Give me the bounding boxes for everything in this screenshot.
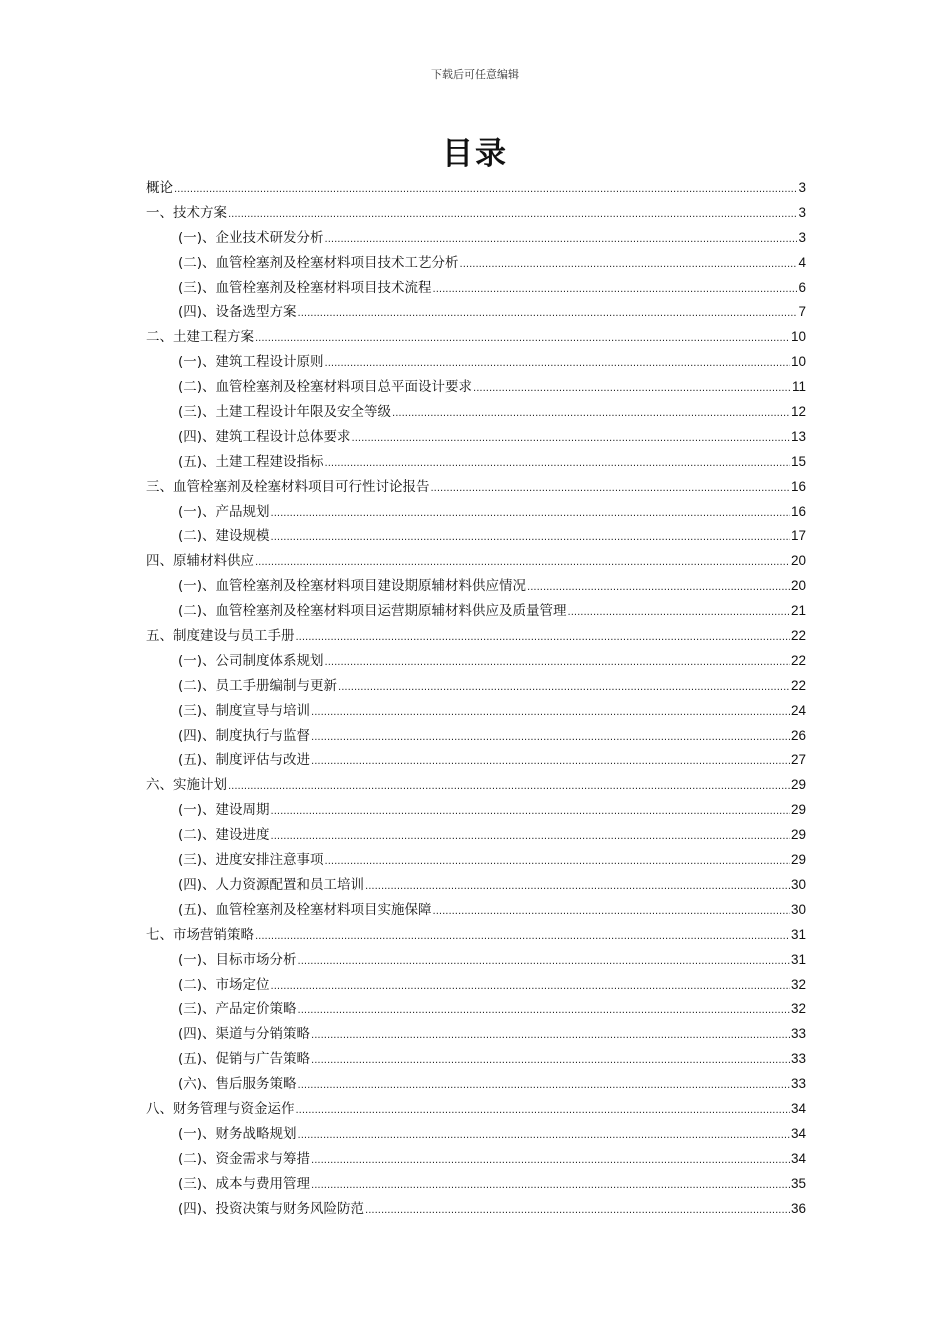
- toc-entry-page-number: 22: [790, 628, 806, 644]
- toc-entry[interactable]: [146, 1197, 806, 1222]
- toc-dot-leader: [311, 728, 790, 744]
- toc-entry-page-number: 10: [790, 354, 806, 370]
- toc-entry[interactable]: [146, 549, 806, 574]
- toc-entry-page-number: 35: [790, 1175, 806, 1191]
- toc-entry-page-number: 3: [798, 229, 806, 245]
- toc-entry-page-number: 22: [790, 652, 806, 668]
- toc-entry-label: (四)、人力资源配置和员工培训: [178, 876, 365, 893]
- toc-entry-page-number: 4: [798, 254, 806, 270]
- toc-entry-page-number: 31: [790, 951, 806, 967]
- toc-dot-leader: [365, 877, 790, 893]
- toc-entry[interactable]: [146, 450, 806, 475]
- toc-entry-label: 三、血管栓塞剂及栓塞材料项目可行性讨论报告: [146, 478, 430, 495]
- toc-dot-leader: [271, 827, 790, 843]
- toc-entry-page-number: 6: [798, 279, 806, 295]
- toc-dot-leader: [325, 454, 790, 470]
- toc-entry[interactable]: [146, 325, 806, 350]
- toc-entry-label: 八、财务管理与资金运作: [146, 1100, 295, 1117]
- toc-entry-page-number: 26: [790, 727, 806, 743]
- toc-dot-leader: [431, 479, 790, 495]
- toc-entry-label: (一)、公司制度体系规划: [178, 652, 324, 669]
- toc-entry[interactable]: [146, 251, 806, 276]
- toc-entry[interactable]: [146, 674, 806, 699]
- toc-entry-page-number: 21: [790, 603, 806, 619]
- toc-entry[interactable]: [146, 276, 806, 301]
- toc-entry[interactable]: [146, 500, 806, 525]
- toc-entry-label: (二)、血管栓塞剂及栓塞材料项目技术工艺分析: [178, 254, 459, 271]
- toc-entry-label: (一)、目标市场分析: [178, 951, 297, 968]
- toc-entry-page-number: 16: [790, 503, 806, 519]
- toc-entry-label: (二)、血管栓塞剂及栓塞材料项目总平面设计要求: [178, 379, 473, 396]
- toc-entry[interactable]: [146, 798, 806, 823]
- toc-entry[interactable]: [146, 923, 806, 948]
- toc-dot-leader: [325, 354, 790, 370]
- toc-entry[interactable]: [146, 848, 806, 873]
- toc-entry-page-number: 22: [790, 677, 806, 693]
- toc-entry-page-number: 12: [790, 404, 806, 420]
- toc-dot-leader: [271, 802, 790, 818]
- toc-dot-leader: [365, 1201, 790, 1217]
- toc-entry[interactable]: [146, 226, 806, 251]
- toc-dot-leader: [271, 977, 790, 993]
- toc-entry[interactable]: [146, 1022, 806, 1047]
- toc-entry-label: (六)、售后服务策略: [178, 1076, 297, 1093]
- toc-dot-leader: [228, 205, 797, 221]
- toc-entry[interactable]: [146, 1047, 806, 1072]
- toc-entry-label: (四)、投资决策与财务风险防范: [178, 1200, 365, 1217]
- toc-entry[interactable]: [146, 176, 806, 201]
- toc-dot-leader: [228, 777, 790, 793]
- toc-entry-label: (五)、土建工程建设指标: [178, 453, 324, 470]
- toc-dot-leader: [298, 1076, 790, 1092]
- toc-entry-label: (二)、建设规模: [178, 528, 270, 545]
- toc-entry-page-number: 31: [790, 926, 806, 942]
- toc-entry-page-number: 29: [790, 852, 806, 868]
- toc-dot-leader: [255, 553, 790, 569]
- toc-dot-leader: [311, 1151, 790, 1167]
- toc-entry-label: (三)、血管栓塞剂及栓塞材料项目技术流程: [178, 279, 432, 296]
- toc-entry-page-number: 34: [790, 1150, 806, 1166]
- toc-entry[interactable]: [146, 1072, 806, 1097]
- toc-entry-label: 七、市场营销策略: [146, 926, 254, 943]
- toc-entry-label: (五)、促销与广告策略: [178, 1051, 311, 1068]
- toc-dot-leader: [174, 180, 797, 196]
- toc-dot-leader: [433, 280, 798, 296]
- toc-entry-label: 五、制度建设与员工手册: [146, 628, 295, 645]
- toc-dot-leader: [298, 952, 790, 968]
- toc-entry-page-number: 10: [790, 329, 806, 345]
- toc-entry[interactable]: [146, 948, 806, 973]
- toc-entry-page-number: 29: [790, 827, 806, 843]
- toc-entry[interactable]: [146, 773, 806, 798]
- toc-entry-page-number: 15: [790, 453, 806, 469]
- table-of-contents: [146, 176, 806, 1221]
- toc-entry[interactable]: [146, 699, 806, 724]
- toc-dot-leader: [296, 1101, 790, 1117]
- toc-dot-leader: [460, 255, 798, 271]
- toc-entry[interactable]: [146, 574, 806, 599]
- toc-entry-label: (二)、建设进度: [178, 827, 270, 844]
- toc-dot-leader: [311, 1176, 790, 1192]
- toc-entry[interactable]: [146, 724, 806, 749]
- toc-entry-label: (三)、进度安排注意事项: [178, 852, 324, 869]
- toc-entry-label: (四)、渠道与分销策略: [178, 1026, 311, 1043]
- toc-dot-leader: [392, 404, 790, 420]
- toc-entry[interactable]: [146, 1122, 806, 1147]
- toc-entry-label: (四)、建筑工程设计总体要求: [178, 428, 351, 445]
- toc-entry[interactable]: [146, 475, 806, 500]
- toc-dot-leader: [255, 329, 790, 345]
- toc-entry[interactable]: [146, 1147, 806, 1172]
- toc-dot-leader: [311, 1051, 790, 1067]
- toc-entry-label: (二)、资金需求与筹措: [178, 1150, 311, 1167]
- toc-entry-page-number: 11: [791, 379, 806, 395]
- toc-entry-label: (三)、成本与费用管理: [178, 1175, 311, 1192]
- toc-entry-page-number: 36: [790, 1200, 806, 1216]
- toc-entry-page-number: 3: [798, 204, 806, 220]
- toc-entry[interactable]: [146, 873, 806, 898]
- toc-entry-page-number: 32: [790, 976, 806, 992]
- toc-entry-page-number: 30: [790, 876, 806, 892]
- toc-entry[interactable]: [146, 823, 806, 848]
- toc-entry-label: (二)、市场定位: [178, 976, 270, 993]
- toc-entry-page-number: 20: [790, 578, 806, 594]
- toc-entry-label: (一)、企业技术研发分析: [178, 229, 324, 246]
- toc-entry-page-number: 16: [790, 478, 806, 494]
- page-header: 下载后可任意编辑: [431, 68, 519, 81]
- toc-dot-leader: [473, 379, 791, 395]
- toc-entry-page-number: 13: [790, 428, 806, 444]
- toc-entry[interactable]: [146, 201, 806, 226]
- toc-dot-leader: [271, 504, 790, 520]
- toc-entry-label: 二、土建工程方案: [146, 329, 254, 346]
- toc-entry-page-number: 27: [790, 752, 806, 768]
- toc-entry-label: (一)、建筑工程设计原则: [178, 354, 324, 371]
- toc-entry-page-number: 20: [790, 553, 806, 569]
- toc-entry-page-number: 32: [790, 1001, 806, 1017]
- toc-dot-leader: [311, 703, 790, 719]
- toc-dot-leader: [271, 528, 790, 544]
- toc-dot-leader: [325, 653, 790, 669]
- toc-dot-leader: [325, 852, 790, 868]
- toc-entry[interactable]: [146, 599, 806, 624]
- toc-entry[interactable]: [146, 997, 806, 1022]
- toc-dot-leader: [568, 603, 790, 619]
- toc-entry-label: (五)、血管栓塞剂及栓塞材料项目实施保障: [178, 901, 432, 918]
- toc-dot-leader: [255, 927, 790, 943]
- toc-entry-label: 六、实施计划: [146, 777, 227, 794]
- toc-dot-leader: [298, 304, 798, 320]
- toc-entry[interactable]: [146, 524, 806, 549]
- toc-entry-label: (三)、产品定价策略: [178, 1001, 297, 1018]
- toc-entry-label: 四、原辅材料供应: [146, 553, 254, 570]
- toc-dot-leader: [298, 1001, 790, 1017]
- toc-entry[interactable]: [146, 400, 806, 425]
- toc-entry-label: (二)、员工手册编制与更新: [178, 677, 338, 694]
- toc-dot-leader: [338, 678, 790, 694]
- toc-title: 目录: [442, 136, 508, 172]
- toc-entry-page-number: 24: [790, 702, 806, 718]
- toc-entry[interactable]: [146, 624, 806, 649]
- toc-dot-leader: [433, 902, 790, 918]
- toc-entry-page-number: 33: [790, 1026, 806, 1042]
- toc-entry-label: (一)、产品规划: [178, 503, 270, 520]
- toc-entry[interactable]: [146, 300, 806, 325]
- toc-entry-label: (一)、血管栓塞剂及栓塞材料项目建设期原辅材料供应情况: [178, 578, 527, 595]
- toc-dot-leader: [325, 230, 798, 246]
- toc-entry-page-number: 29: [790, 777, 806, 793]
- toc-entry-label: (四)、制度执行与监督: [178, 727, 311, 744]
- toc-entry-page-number: 30: [790, 901, 806, 917]
- toc-entry[interactable]: [146, 649, 806, 674]
- toc-entry-label: (三)、制度宣导与培训: [178, 702, 311, 719]
- toc-dot-leader: [311, 1026, 790, 1042]
- toc-entry-label: 概论: [146, 180, 173, 196]
- toc-entry-page-number: 33: [790, 1076, 806, 1092]
- toc-entry[interactable]: [146, 1172, 806, 1197]
- toc-entry-label: (三)、土建工程设计年限及安全等级: [178, 404, 392, 421]
- toc-entry[interactable]: [146, 748, 806, 773]
- toc-entry-label: 一、技术方案: [146, 204, 227, 221]
- toc-entry-page-number: 7: [798, 304, 806, 320]
- toc-entry-label: (四)、设备选型方案: [178, 304, 297, 321]
- toc-entry[interactable]: [146, 973, 806, 998]
- toc-entry-label: (一)、建设周期: [178, 802, 270, 819]
- toc-entry-label: (一)、财务战略规划: [178, 1125, 297, 1142]
- toc-entry-page-number: 3: [798, 180, 806, 195]
- toc-entry-label: (二)、血管栓塞剂及栓塞材料项目运营期原辅材料供应及质量管理: [178, 603, 567, 620]
- toc-dot-leader: [527, 578, 790, 594]
- toc-dot-leader: [352, 429, 790, 445]
- toc-entry-page-number: 29: [790, 802, 806, 818]
- toc-dot-leader: [298, 1126, 790, 1142]
- toc-entry-label: (五)、制度评估与改进: [178, 752, 311, 769]
- toc-entry[interactable]: [146, 350, 806, 375]
- toc-entry[interactable]: [146, 898, 806, 923]
- toc-entry-page-number: 17: [790, 528, 806, 544]
- toc-entry-page-number: 34: [790, 1100, 806, 1116]
- toc-entry-page-number: 34: [790, 1125, 806, 1141]
- toc-entry[interactable]: [146, 1097, 806, 1122]
- toc-dot-leader: [311, 752, 790, 768]
- toc-entry[interactable]: [146, 425, 806, 450]
- toc-dot-leader: [296, 628, 790, 644]
- toc-entry[interactable]: [146, 375, 806, 400]
- toc-entry-page-number: 33: [790, 1051, 806, 1067]
